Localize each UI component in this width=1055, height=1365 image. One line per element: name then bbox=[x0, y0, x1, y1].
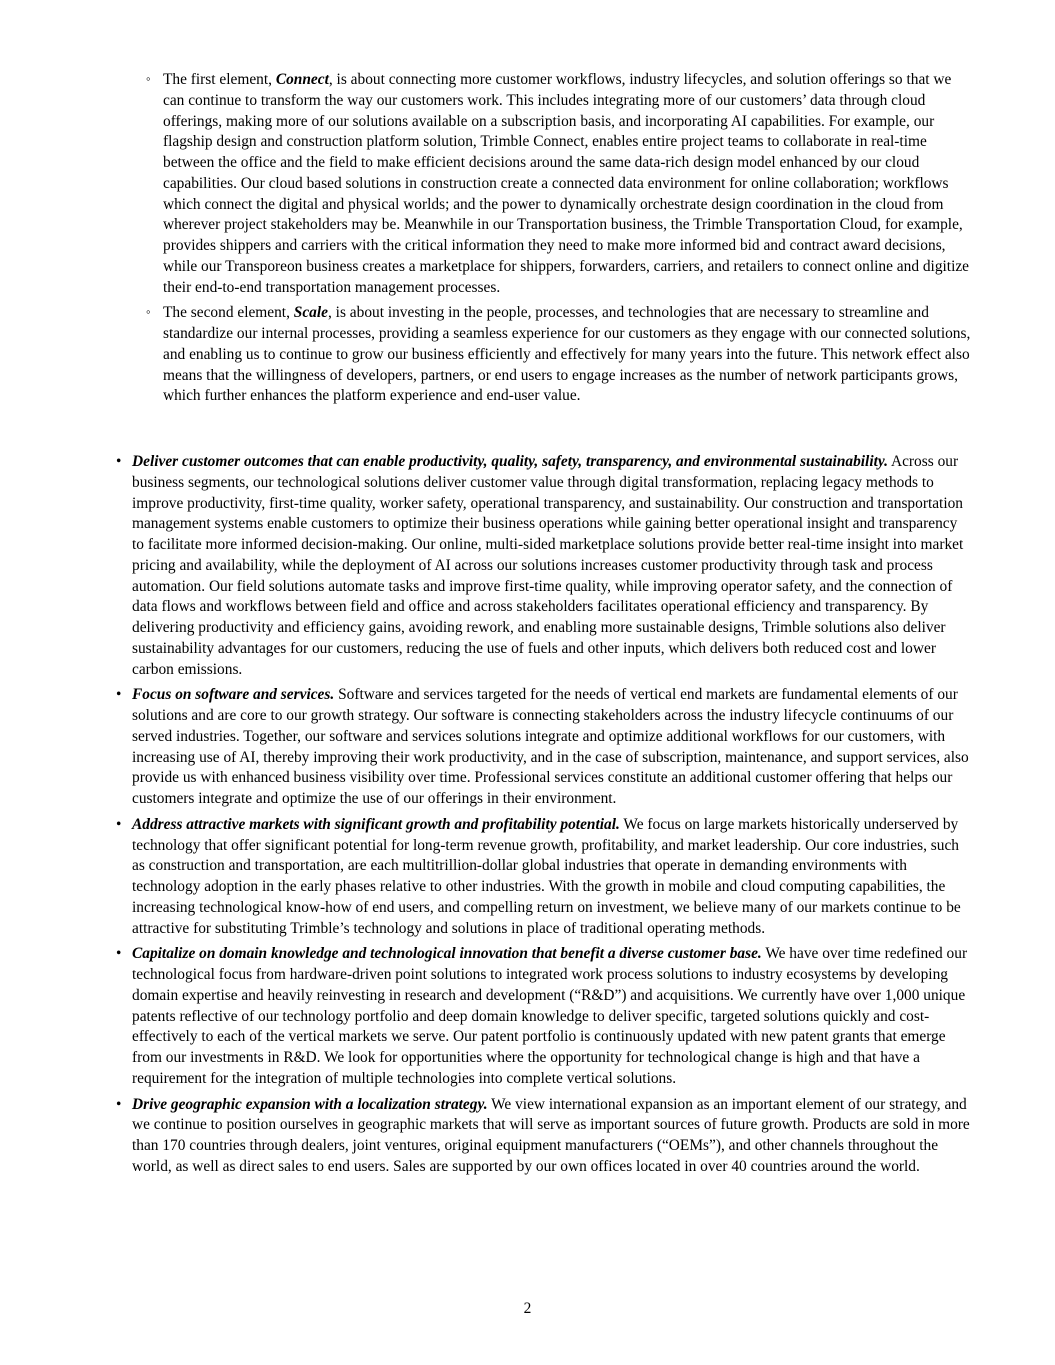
list-item-domain-knowledge bbox=[116, 944, 972, 1089]
list-item-lead: Deliver customer outcomes that can enable productivity, quality, safety, transparency, and environmental sustainability. bbox=[132, 453, 888, 470]
sub-item-emphasis-connect: Connect bbox=[275, 71, 329, 88]
hollow-bullet-icon: ◦ bbox=[146, 71, 151, 86]
list-item-body: We focus on large markets historically underserved by technology that offer significant potential for long-term revenue growth, profitability, and market leadership. Our core industries, such as construction and transportation, are each multitrillion-dollar global industries that operate in demanding environments with technology adoption in the early phases relative to other industries. With the growth in mobile and cloud computing capabilities, the increasing technological know-how of end users, and compelling return on investment, we believe many of our markets continue to be attractive for substituting Trimble’s technology and solutions in place of traditional operating methods. bbox=[132, 815, 961, 937]
list-item-body: Software and services targeted for the needs of vertical end markets are fundamental elements of our solutions and are core to our growth strategy. Our software is connecting stakeholders across the industry lifecycle continuums of our served industries. Together, our software and services solutions integrate and optimize additional workflows for our customers, with increasing use of AI, thereby improving their work productivity, and in the case of subscription, maintenance, and support services, also provide us with enhanced business visibility over time. Professional services constitute an additional customer offering that helps our customers integrate and optimize the use of our offerings in their environment. bbox=[132, 686, 969, 807]
bullet-icon: • bbox=[116, 1095, 122, 1113]
list-item-attractive-markets bbox=[116, 815, 972, 940]
bullet-icon: • bbox=[116, 945, 122, 963]
sub-list-item-connect bbox=[146, 70, 971, 298]
bullet-icon: • bbox=[116, 686, 122, 704]
list-item-customer-outcomes bbox=[116, 452, 972, 680]
sub-item-text-after: , is about investing in the people, processes, and technologies that are necessary to streamline and standardize our internal processes, providing a seamless experience for our customers as they engage with our connected solutions, and enabling us to continue to grow our business efficiently and effectively for many years into the future. This network effect also means that the willingness of developers, partners, or end users to engage increases as the number of network participants grows, which further enhances the platform experience and end-user value. bbox=[163, 304, 971, 405]
strategy-bullet-list bbox=[116, 452, 972, 1183]
list-item-geographic-expansion bbox=[116, 1095, 972, 1178]
sub-item-text-after: , is about connecting more customer workflows, industry lifecycles, and solution offerings so that we can continue to transform the way our customers work. This includes integrating more of our customers’ data through cloud offerings, making more of our solutions available on a subscription basis, and incorporating AI capabilities. For example, our flagship design and construction platform solution, Trimble Connect, enables entire project teams to collaborate in real-time between the office and the field to make efficient decisions around the same data-rich design model enhanced by our cloud capabilities. Our cloud based solutions in construction create a connected data environment for online collaboration; workflows which connect the digital and physical worlds; and the power to dynamically orchestrate design coordination in the cloud from wherever project stakeholders may be. Meanwhile in our Transportation business, the Trimble Transportation Cloud, for example, provides shippers and carriers with the critical information they need to make more informed bid and contract award decisions, while our Transporeon business creates a marketplace for shippers, forwarders, carriers, and retailers to connect online and digitize their end-to-end transportation management processes. bbox=[163, 71, 970, 296]
sub-item-text-before: The second element, bbox=[163, 304, 294, 322]
sub-list-item-scale bbox=[146, 303, 971, 407]
list-item-lead: Capitalize on domain knowledge and technological innovation that benefit a diverse customer base. bbox=[132, 945, 762, 963]
sub-item-emphasis-scale: Scale bbox=[293, 304, 328, 322]
list-item-software-services bbox=[116, 685, 972, 810]
list-item-body: Across our business segments, our technological solutions deliver customer value through digital transformation, replacing legacy methods to improve productivity, first-time quality, worker safety, operational transparency, and sustainability. Our construction and transportation management systems enable customers to optimize their business operations while gaining better operational insight and transparency to facilitate more informed decision-making. Our online, multi-sided marketplace solutions provide better real-time insight into market pricing and availability, while the deployment of AI across our solutions increases customer productivity through task and process automation. Our field solutions automate tasks and improve first-time quality, while improving operator safety, and the connection of data flows and workflows between field and office and across stakeholders facilitates operational efficiency and transparency. By delivering productivity and efficiency gains, avoiding rework, and enabling more sustainable designs, Trimble solutions also deliver sustainability advantages for our customers, reducing the use of fuels and other inputs, which delivers both reduced cost and lower carbon emissions. bbox=[132, 453, 964, 678]
bullet-icon: • bbox=[116, 453, 122, 470]
list-item-lead: Address attractive markets with significant growth and profitability potential. bbox=[132, 815, 620, 833]
sub-item-text-before: The first element, bbox=[163, 71, 276, 88]
list-item-lead: Drive geographic expansion with a localization strategy. bbox=[132, 1095, 488, 1113]
hollow-bullet-icon: ◦ bbox=[146, 304, 151, 320]
page-number: 2 bbox=[523, 1300, 532, 1317]
sub-bullet-list bbox=[146, 70, 971, 412]
list-item-lead: Focus on software and services. bbox=[132, 686, 335, 704]
bullet-icon: • bbox=[116, 815, 122, 833]
list-item-body: We view international expansion as an important element of our strategy, and we continue to position ourselves in geographic markets that will serve as important sources of future growth. Products are sold in more than 170 countries through dealers, joint ventures, original equipment manufacturers (“OEMs”), and other channels throughout the world, as well as direct sales to end users. Sales are supported by our own offices located in over 40 countries around the world. bbox=[132, 1095, 970, 1175]
list-item-body: We have over time redefined our technological focus from hardware-driven point solutions to integrated work process solutions to industry ecosystems by developing domain expertise and heavily reinvesting in research and development (“R&D”) and acquisitions. We currently have over 1,000 unique patents reflective of our technology portfolio and deep domain knowledge to deliver specific, targeted solutions quickly and cost-effectively to each of the vertical markets we serve. Our patent portfolio is continuously updated with new patent grants that emerge from our investments in R&D. We look for opportunities where the opportunity for technological change is high and that have a requirement for the integration of multiple technologies into complete vertical solutions. bbox=[132, 945, 968, 1087]
